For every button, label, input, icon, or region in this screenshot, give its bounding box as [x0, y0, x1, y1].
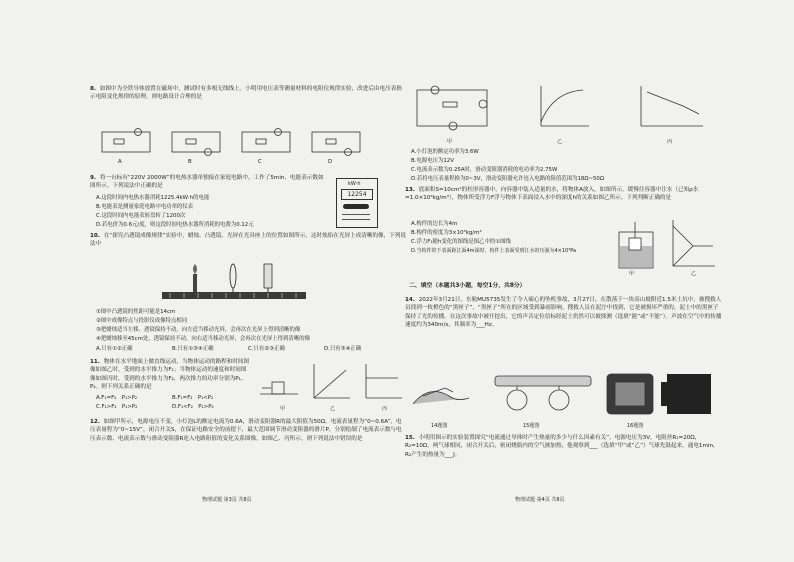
- option-d: D.若电价为0.6元/度，则这段时间电热水器所消耗的电费为0.12元: [96, 222, 254, 228]
- question-text: 小明用图示的实验装置探究“电流通过导体时产生热量的多少与什么因素有关”。电源电压为3V，电阻丝R₁=20Ω，R₂=10Ω，两气球相同，闭合开关后，密闭烧瓶内的空气被加热，他观察到___（选填“甲”或“乙”）气球先鼓起来。通电1min，R₂产生的热量为___J。: [405, 435, 719, 458]
- fig-label-bing: 丙: [667, 139, 673, 145]
- question-12: [90, 418, 407, 443]
- option-d: D.若将电压表量程换为0~3V，滑动变阻器允许连入电路的阻值范围为18Ω~50Ω: [411, 176, 604, 182]
- option-d: D.当构件的下表面距江面4m深时，构件上表面受到江水的压强为4×10⁴Pa: [411, 248, 577, 254]
- electricity-meter-figure: [336, 178, 378, 228]
- meter-unit: kW·h: [348, 181, 361, 187]
- question-15: [405, 434, 722, 459]
- option-d: D.F₁<F₂ P₁>P₂: [172, 404, 214, 410]
- section-heading: 二、填空（本题共3小题，每空1分，共8分）: [409, 283, 526, 289]
- question-10: [90, 232, 407, 249]
- option-a: A.只有①②正确: [96, 346, 133, 352]
- option-d: D: [328, 159, 333, 165]
- question-number: 12.: [90, 419, 100, 425]
- statement-2: ②图中成像特点与投影仪成像特点相同: [96, 318, 188, 324]
- option-b: B.F₁=F₂ P₁<P₂: [172, 395, 214, 401]
- option-b: B.电源电压为12V: [411, 158, 454, 164]
- meter-reading: 12254: [341, 189, 373, 200]
- option-c: C.F₁>F₂ P₁>P₂: [96, 404, 138, 410]
- question-text: 将一台标有“220V 2000W”的电热水器单独接在家庭电路中，工作了5min，电能表示数如图所示。下列说法中正确的是: [90, 175, 324, 190]
- option-b: B.电能表是测量家庭电路中电功率的仪表: [96, 204, 194, 210]
- option-a: A.构件的边长为4m: [411, 221, 458, 227]
- question-number: 13.: [405, 187, 415, 193]
- option-c: C.只有②③正确: [248, 346, 285, 352]
- fig-label-jia: 甲: [629, 271, 635, 277]
- fig-label-jia: 甲: [280, 406, 286, 412]
- statement-3: ③把蜡烛适当左移，透镜保持不动，向左适当移动光屏，会再次在光屏上得到清晰的像: [96, 327, 301, 333]
- fig-label-yi: 乙: [691, 271, 697, 277]
- figures-14-15-16: [409, 368, 721, 422]
- option-a: A.F₁=F₂ P₁>P₂: [96, 395, 138, 401]
- question-number: 14.: [405, 297, 415, 303]
- option-c: C.电流表示数为0.25A时，滑动变阻器消耗的电功率为2.75W: [411, 167, 558, 173]
- option-b: B: [188, 159, 192, 165]
- question-14: [405, 296, 722, 330]
- question-number: 9.: [90, 175, 97, 181]
- statement-4: ④把蜡烛移至45cm处，透镜保持不动，向右适当移动光屏，会再次在光屏上得到清晰的像: [96, 336, 310, 342]
- question-number: 15.: [405, 435, 415, 441]
- fig-caption-15: 15题图: [523, 423, 540, 429]
- option-b: B.构件的密度为3×10³kg/m³: [411, 230, 482, 236]
- option-d: D.只有③④正确: [324, 346, 362, 352]
- meter-disc: [343, 204, 369, 209]
- option-c: C.浮力F₁随h变化的图线是图乙中的①图线: [411, 239, 511, 245]
- question-number: 11.: [90, 359, 100, 365]
- question-text: 如图中为全铁导体放置在磁场中，测试时有多根无线线上。小明用电压表等测量材料的电阻位规律实验，改进后由电压表指示电阻变化规律的原理，则电路设计合理的是: [90, 86, 402, 101]
- left-page: [90, 60, 407, 510]
- question-13: [405, 186, 722, 203]
- question-text: 物体在水平地面上做直线运动，当物体运动的路程和时间图像如图乙时，受到的水平推力为F₁；当物体运动的速度和时间图像如图丙时，受到的水平推力为F₂，两次推力的功率分别为P₁、P₂。则下列关系正确的是: [90, 359, 250, 391]
- question-text: 底面积S=10cm²的柱形容器中，向容器中装入适量的水，将物体A放入，如图所示，缓慢往容器中注水（已知ρ水=1.0×10³kg/m³），物体所受浮力F浮与物体下表面浸入水中的深度h的关系如图乙所示。下列判断正确的是: [405, 187, 699, 202]
- option-b: B.只有①③④正确: [172, 346, 214, 352]
- option-c: C.这段时间内电能表转盘转了1200次: [96, 213, 186, 219]
- meter-divider: [342, 219, 370, 220]
- question-9: [90, 174, 325, 191]
- question-11: [90, 358, 250, 392]
- question-text: 如图甲所示，电源电压不变，小灯泡L的额定电流为0.6A，滑动变阻器R的最大阻值为50Ω，电流表量程为“0~0.6A”，电压表量程为“0~15V”，闭合开关S，在保证电路安全的前提下，最大范围调节滑动变阻器的滑片P，分别绘制了电流表示数与电压表示数、电流表示数与滑动变阻器R连入电路阻值的变化关系图像，如图乙、丙所示。则下列说法中错误的是: [90, 419, 402, 442]
- option-a: A: [118, 159, 122, 165]
- question-text: 2022年3月21日，东航MU5735发生了令人痛心的坠机事故，3月27日，在散落于一块高山坡附近1.5米土坑中，被搜救人员找到一枚橙色的“黑匣子”，“黑匣子”所在的区域受到暴雨影响。搜救人员在泥泞中找到，它是被损坏严重的，泥土中的黑匣子保持了光的传播。在这次事故中被开挖出，它的声音定位信标经泥土仍然可以被探测（选填“能”或“不能”）。声波在空气中的传播速度约为340m/s，其频率为___Hz。: [405, 297, 722, 329]
- fig-caption-14: 14题图: [431, 423, 448, 429]
- option-a: A.小灯泡的额定功率为3.6W: [411, 149, 479, 155]
- question-number: 8.: [90, 86, 97, 92]
- q12-circuit-and-graphs: [413, 82, 713, 142]
- page-footer: 物理试题 第3页 共8页: [202, 497, 252, 503]
- question-8: [90, 85, 407, 102]
- q11-motion-graphs: [258, 360, 406, 410]
- right-page: [405, 60, 722, 510]
- fig-label-yi: 乙: [330, 406, 336, 412]
- page-footer: 物理试题 第4页 共8页: [515, 497, 565, 503]
- question-text: 在“探究凸透镜成像规律”实验中，蜡烛、凸透镜、光屏在光具座上的位置如图所示，这时烛焰在光屏上成清晰的像，下列说法中: [90, 233, 406, 248]
- fig-caption-16: 16题图: [627, 423, 644, 429]
- fig-label-yi: 乙: [557, 139, 563, 145]
- fig-label-jia: 甲: [447, 139, 453, 145]
- statement-1: ①图中凸透镜的焦距可能是14cm: [96, 309, 176, 315]
- option-c: C: [258, 159, 262, 165]
- optical-bench-figure: [160, 256, 310, 304]
- option-a: A.这段时间内电热水器消耗1225.4kW·h的电能: [96, 195, 210, 201]
- meter-divider: [342, 214, 370, 215]
- q13-buoyancy-figures: [615, 218, 719, 274]
- fig-label-bing: 丙: [382, 406, 388, 412]
- question-number: 10.: [90, 233, 100, 239]
